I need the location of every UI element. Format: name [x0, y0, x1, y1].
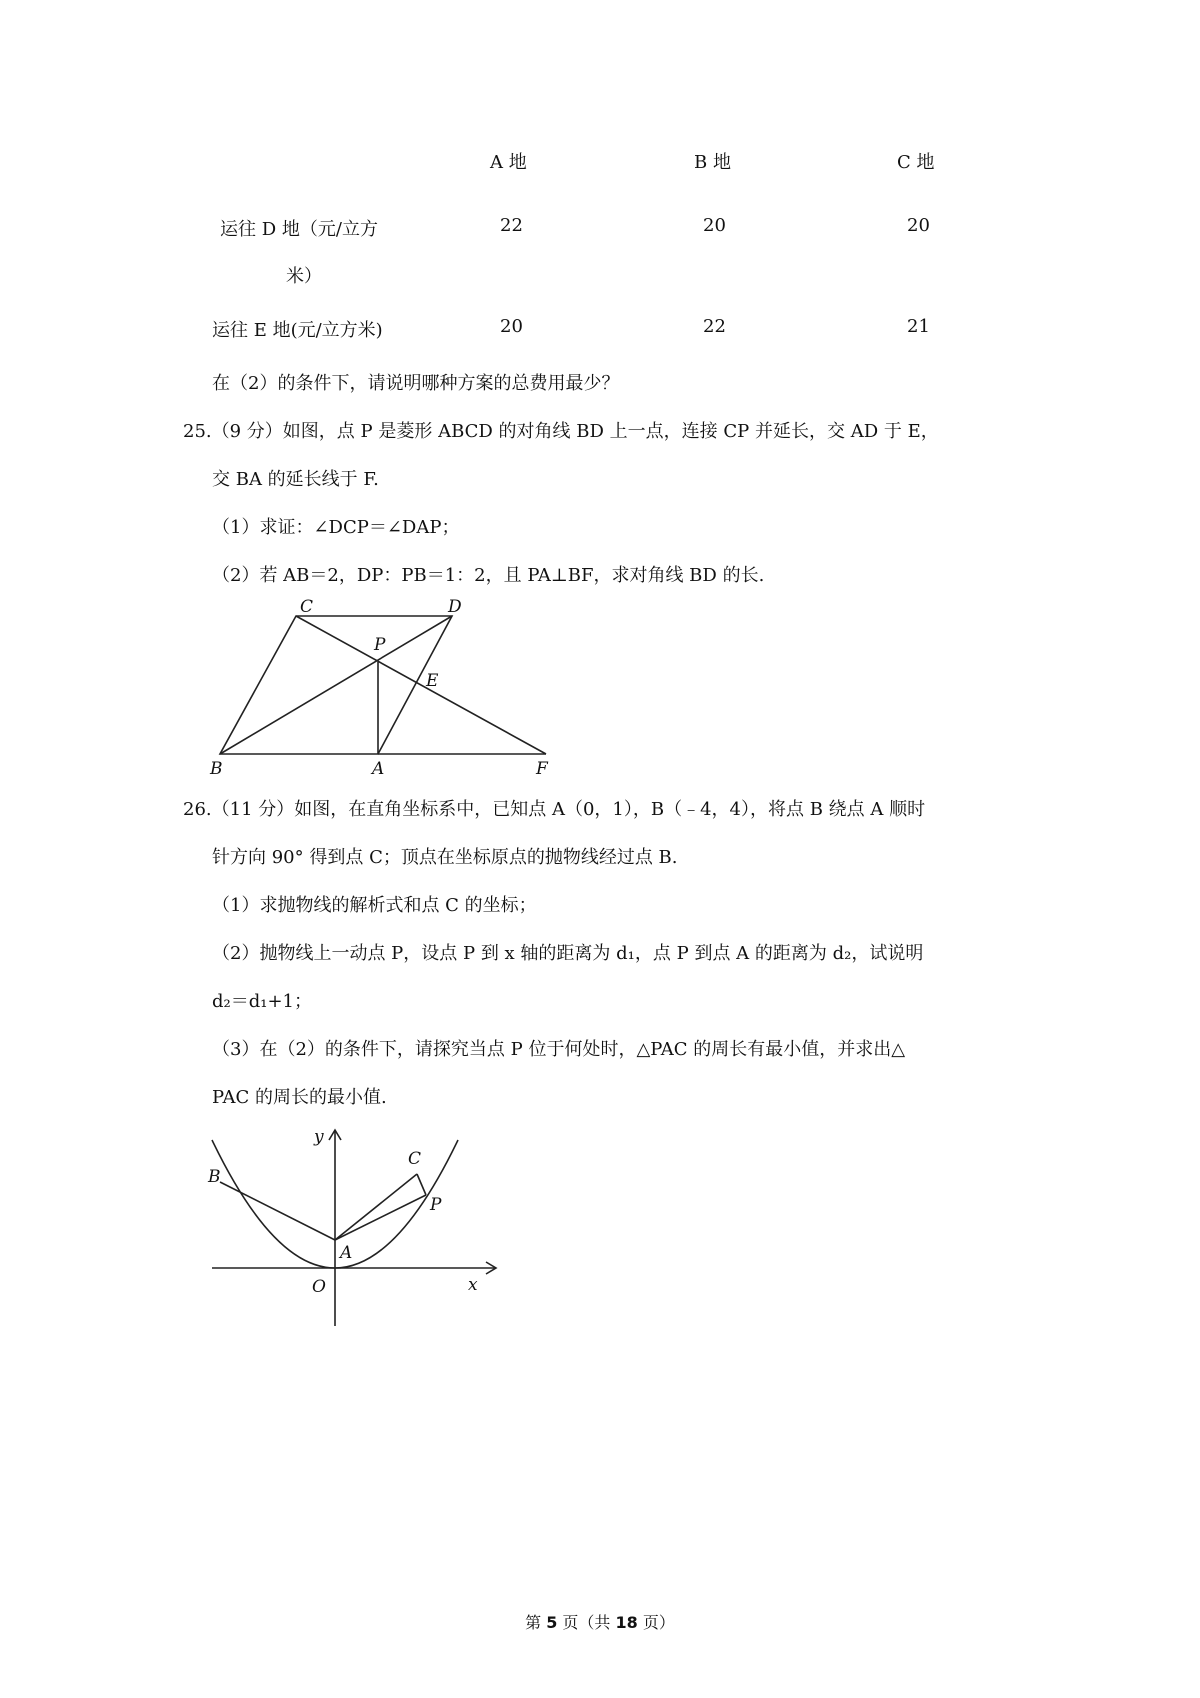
q26-part3-line2: PAC 的周长的最小值.: [212, 1087, 387, 1108]
row-e-label: 运往 E 地(元/立方米): [212, 320, 383, 341]
diagonal-bd: [220, 616, 452, 754]
row-d-label-line2: 米）: [286, 266, 322, 287]
label-x: x: [468, 1275, 478, 1295]
footer-middle: 页（共: [557, 1613, 616, 1632]
q26-line2: 针方向 90° 得到点 C；顶点在坐标原点的抛物线经过点 B.: [212, 847, 678, 868]
q25-line1: 25.（9 分）如图，点 P 是菱形 ABCD 的对角线 BD 上一点，连接 CP 并延长，交 AD 于 E，: [183, 421, 939, 442]
row-e-value-c: 21: [907, 316, 930, 337]
label-a: A: [340, 1243, 353, 1263]
rhombus-figure: [200, 596, 560, 776]
segment-ba: [220, 1182, 335, 1240]
q26-part1: （1）求抛物线的解析式和点 C 的坐标；: [212, 895, 537, 916]
label-y: y: [314, 1127, 324, 1147]
label-c: C: [300, 597, 314, 617]
col-header-a: A 地: [490, 152, 527, 173]
q25-part2: （2）若 AB＝2，DP：PB＝1：2，且 PA⊥BF，求对角线 BD 的长.: [212, 565, 765, 586]
q24-tail-text: 在（2）的条件下，请说明哪种方案的总费用最少？: [212, 373, 620, 394]
row-d-label-line1: 运往 D 地（元/立方: [220, 219, 378, 240]
label-o: O: [312, 1277, 326, 1297]
col-header-b: B 地: [694, 152, 731, 173]
label-p: P: [430, 1195, 442, 1215]
label-p: P: [374, 635, 386, 655]
q25-part1: （1）求证：∠DCP＝∠DAP；: [212, 517, 460, 538]
label-d: D: [448, 597, 462, 617]
q26-part2-line1: （2）抛物线上一动点 P，设点 P 到 x 轴的距离为 d₁，点 P 到点 A 的距离为 d₂，试说明: [212, 943, 924, 964]
label-b: B: [210, 759, 223, 776]
row-d-value-a: 22: [500, 215, 523, 236]
label-b: B: [208, 1167, 221, 1187]
row-e-value-a: 20: [500, 316, 523, 337]
footer-suffix: 页）: [637, 1613, 675, 1632]
page-footer: [0, 1610, 1200, 1633]
label-f: F: [536, 759, 548, 776]
q26-part3-line1: （3）在（2）的条件下，请探究当点 P 位于何处时，△PAC 的周长有最小值，并求出△: [212, 1039, 906, 1060]
q25-line2: 交 BA 的延长线于 F.: [212, 469, 379, 490]
label-e: E: [426, 671, 439, 691]
parabola-figure: [200, 1120, 510, 1340]
q26-line1: 26.（11 分）如图，在直角坐标系中，已知点 A（0，1），B（﹣4，4），将点 B 绕点 A 顺时: [183, 799, 926, 820]
row-e-value-b: 22: [703, 316, 726, 337]
segment-cp: [417, 1174, 426, 1195]
label-a: A: [372, 759, 385, 776]
footer-prefix: 第: [525, 1613, 547, 1632]
q26-part2-line2: d₂＝d₁+1；: [212, 991, 313, 1012]
col-header-c: C 地: [897, 152, 935, 173]
label-c: C: [408, 1149, 422, 1169]
row-d-value-b: 20: [703, 215, 726, 236]
footer-total-pages: 18: [615, 1613, 638, 1632]
row-d-value-c: 20: [907, 215, 930, 236]
segment-cf: [296, 616, 546, 754]
segment-ac: [335, 1174, 417, 1240]
footer-page-number: 5: [546, 1613, 558, 1632]
